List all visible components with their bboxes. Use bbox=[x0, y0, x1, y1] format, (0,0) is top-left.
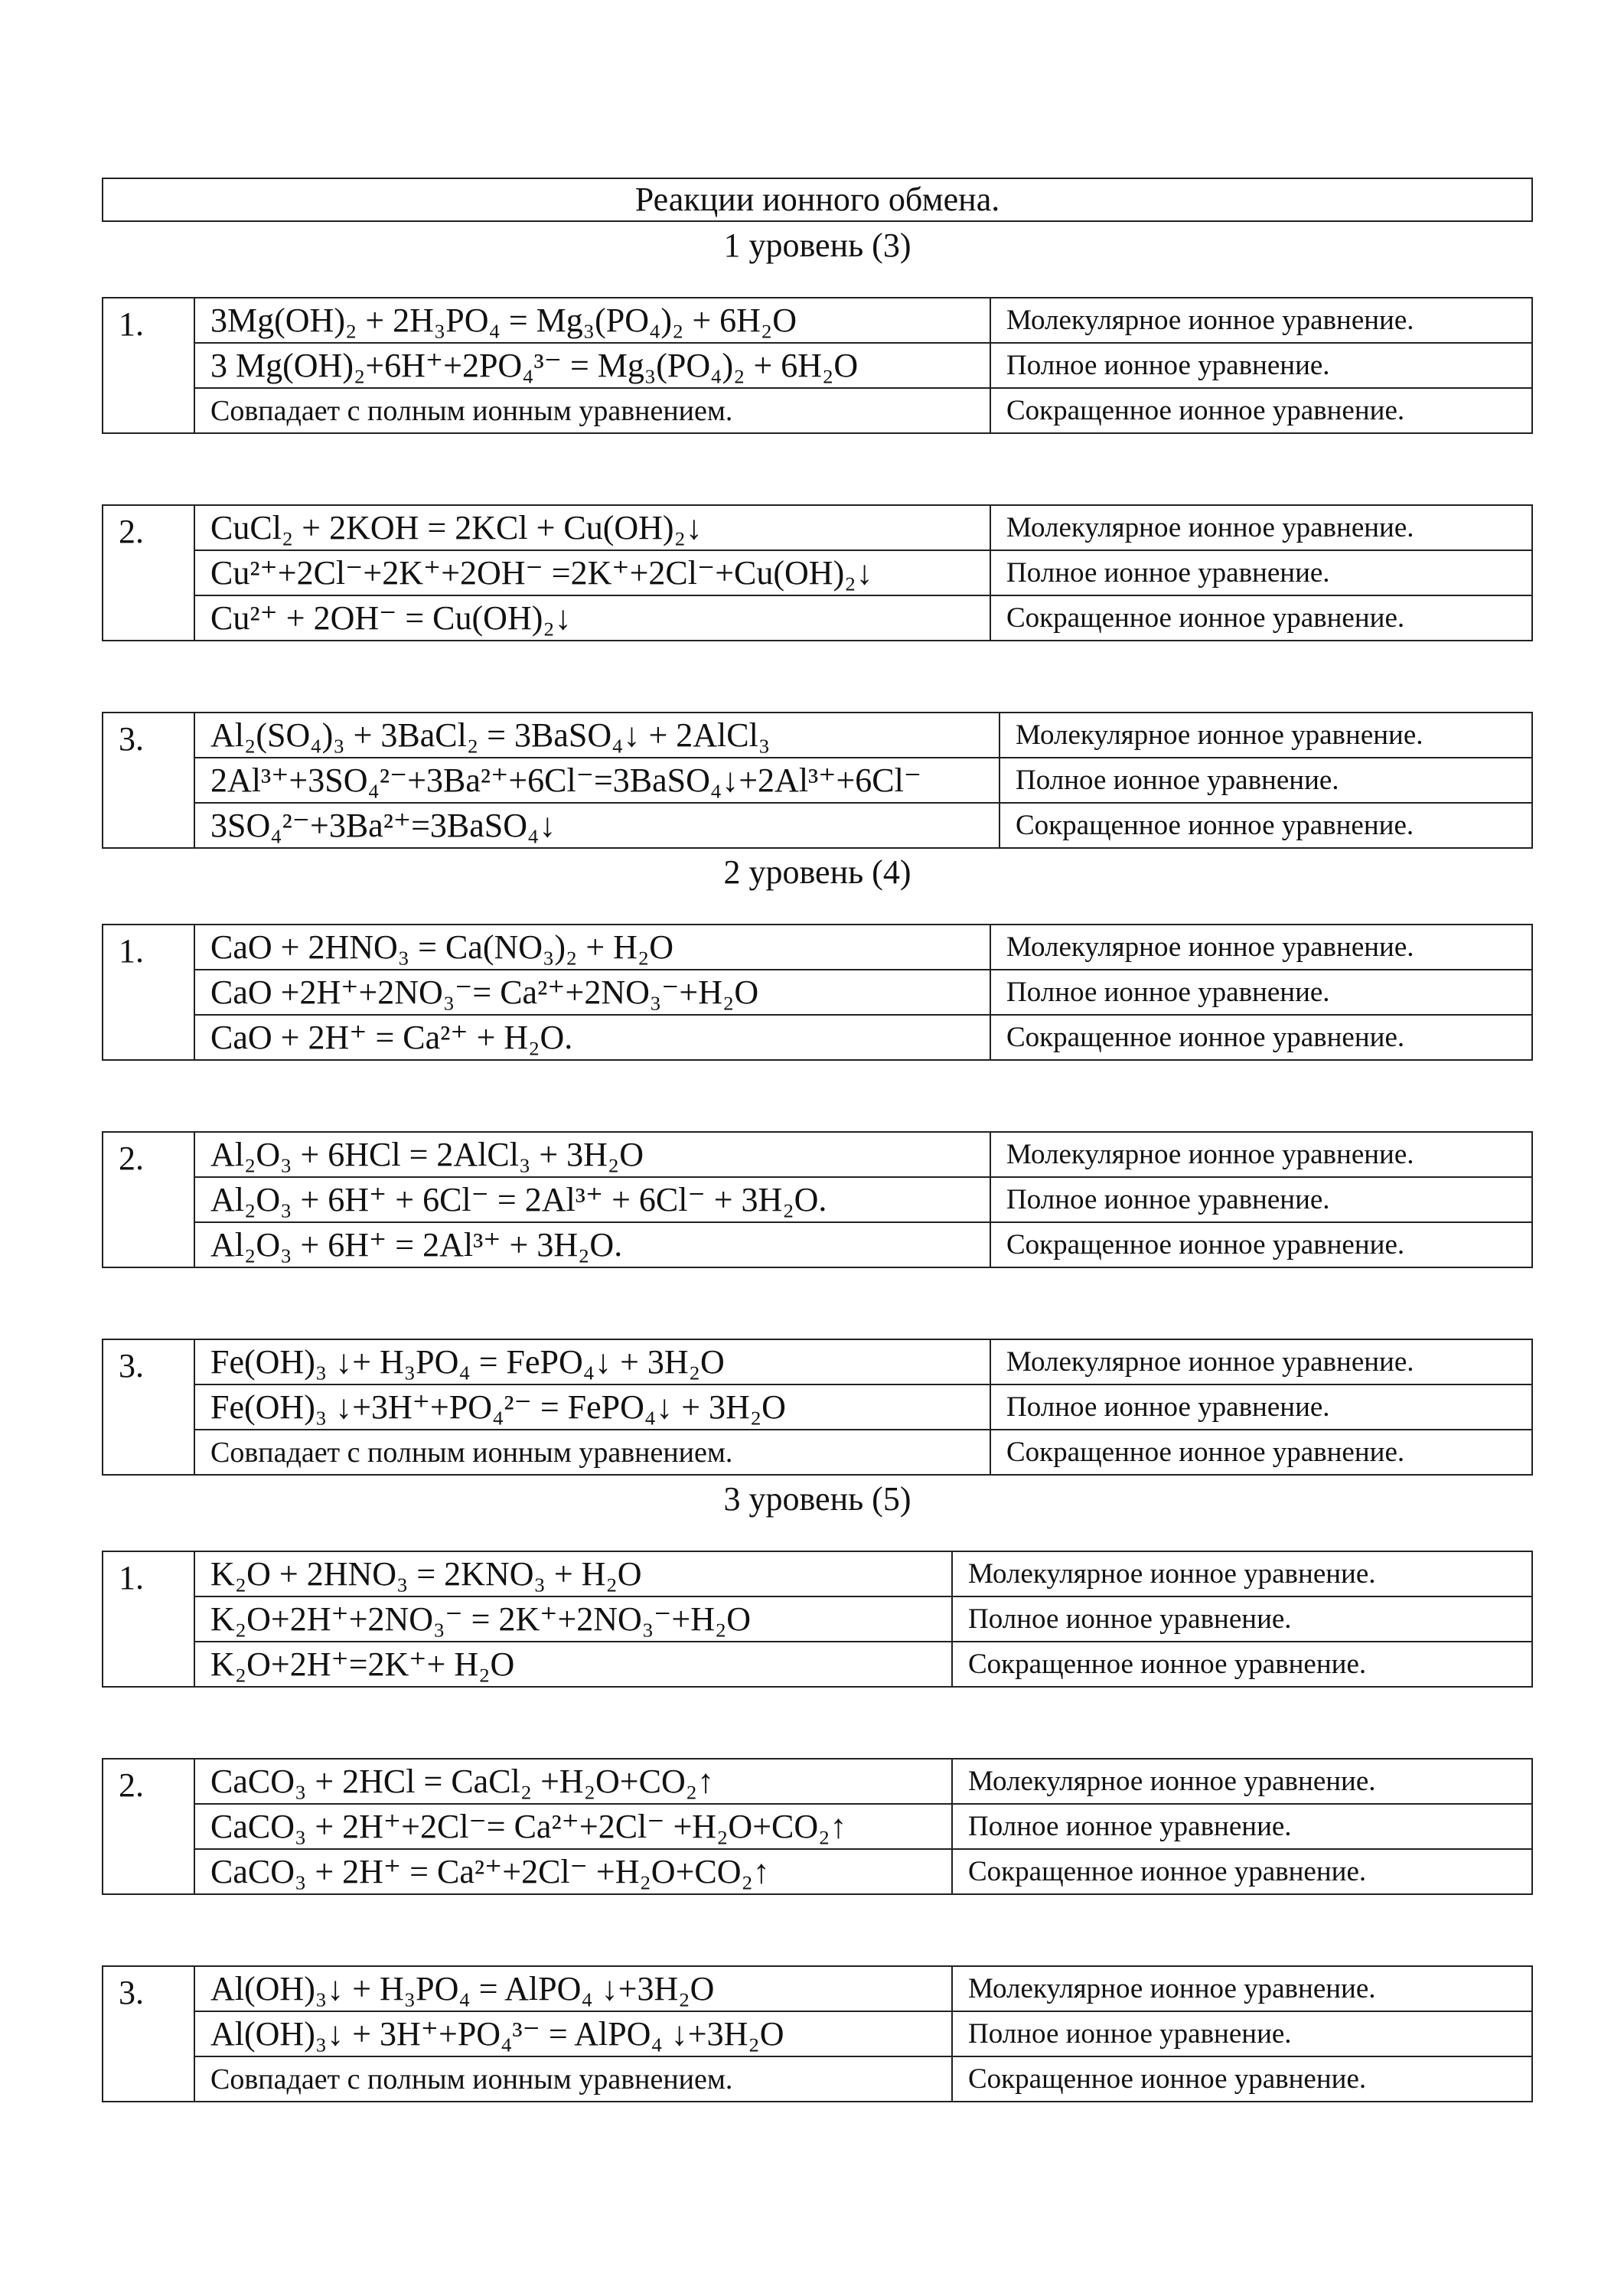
short-label: Сокращенное ионное уравнение. bbox=[952, 1849, 1532, 1894]
reaction-number: 3. bbox=[103, 1339, 194, 1475]
reaction-table bbox=[102, 712, 1533, 849]
reaction-row-short bbox=[103, 1222, 1532, 1267]
molecular-label: Молекулярное ионное уравнение. bbox=[952, 1551, 1532, 1596]
reaction-row-molecular bbox=[103, 1132, 1532, 1177]
reaction-number: 1. bbox=[103, 1551, 194, 1687]
short-ionic-equation: Al₂O₃ + 6H⁺ = 2Al³⁺ + 3H₂O. bbox=[194, 1222, 990, 1267]
short-label: Сокращенное ионное уравнение. bbox=[990, 1015, 1532, 1060]
reaction-table bbox=[102, 1339, 1533, 1476]
short-ionic-equation: CaO + 2H⁺ = Ca²⁺ + H₂O. bbox=[194, 1015, 990, 1060]
full-ionic-equation: K₂O+2H⁺+2NO₃⁻ = 2K⁺+2NO₃⁻+H₂O bbox=[194, 1596, 952, 1642]
reaction-row-molecular bbox=[103, 713, 1532, 758]
reaction-table bbox=[102, 1758, 1533, 1895]
full-label: Полное ионное уравнение. bbox=[952, 1804, 1532, 1849]
level-heading: 3 уровень (5) bbox=[723, 1480, 911, 1518]
reaction-row-full bbox=[103, 2011, 1532, 2056]
molecular-equation: K₂O + 2HNO₃ = 2KNO₃ + H₂O bbox=[194, 1551, 952, 1596]
full-ionic-equation: 3 Mg(OH)₂+6H⁺+2PO₄³⁻ = Mg₃(PO₄)₂ + 6H₂O bbox=[194, 343, 990, 388]
full-label: Полное ионное уравнение. bbox=[952, 2011, 1532, 2056]
short-ionic-equation: 3SO₄²⁻+3Ba²⁺=3BaSO₄↓ bbox=[194, 803, 1000, 848]
reaction-row-short bbox=[103, 595, 1532, 641]
reaction-row-full bbox=[103, 1596, 1532, 1642]
molecular-label: Молекулярное ионное уравнение. bbox=[952, 1759, 1532, 1804]
molecular-label: Молекулярное ионное уравнение. bbox=[990, 925, 1532, 970]
short-label: Сокращенное ионное уравнение. bbox=[990, 1222, 1532, 1267]
reaction-row-full bbox=[103, 343, 1532, 388]
reaction-row-short bbox=[103, 388, 1532, 433]
short-ionic-equation: CaCO₃ + 2H⁺ = Ca²⁺+2Cl⁻ +H₂O+CO₂↑ bbox=[194, 1849, 952, 1894]
molecular-label: Молекулярное ионное уравнение. bbox=[990, 298, 1532, 343]
full-label: Полное ионное уравнение. bbox=[990, 1177, 1532, 1222]
document-page bbox=[102, 178, 1533, 2102]
reaction-row-full bbox=[103, 550, 1532, 595]
short-label: Сокращенное ионное уравнение. bbox=[952, 2056, 1532, 2102]
full-label: Полное ионное уравнение. bbox=[990, 343, 1532, 388]
reaction-row-short bbox=[103, 2056, 1532, 2102]
reaction-row-short bbox=[103, 1015, 1532, 1060]
short-label: Сокращенное ионное уравнение. bbox=[990, 595, 1532, 641]
reaction-row-molecular bbox=[103, 1759, 1532, 1804]
full-label: Полное ионное уравнение. bbox=[990, 970, 1532, 1015]
reaction-row-molecular bbox=[103, 505, 1532, 550]
short-label: Сокращенное ионное уравнение. bbox=[990, 1430, 1532, 1475]
reaction-row-full bbox=[103, 1177, 1532, 1222]
reaction-table bbox=[102, 1551, 1533, 1688]
full-label: Полное ионное уравнение. bbox=[990, 550, 1532, 595]
full-ionic-equation: CaCO₃ + 2H⁺+2Cl⁻= Ca²⁺+2Cl⁻ +H₂O+CO₂↑ bbox=[194, 1804, 952, 1849]
molecular-equation: Al(OH)₃↓ + H₃PO₄ = AlPO₄ ↓+3H₂O bbox=[194, 1966, 952, 2011]
reaction-row-molecular bbox=[103, 925, 1532, 970]
molecular-label: Молекулярное ионное уравнение. bbox=[1000, 713, 1532, 758]
short-ionic-equation: K₂O+2H⁺=2K⁺+ H₂O bbox=[194, 1642, 952, 1687]
full-ionic-equation: 2Al³⁺+3SO₄²⁻+3Ba²⁺+6Cl⁻=3BaSO₄↓+2Al³⁺+6Cl⁻ bbox=[194, 758, 1000, 803]
full-ionic-equation: Cu²⁺+2Cl⁻+2K⁺+2OH⁻ =2K⁺+2Cl⁻+Cu(OH)₂↓ bbox=[194, 550, 990, 595]
reaction-row-short bbox=[103, 1430, 1532, 1475]
full-ionic-equation: CaO +2H⁺+2NO₃⁻= Ca²⁺+2NO₃⁻+H₂O bbox=[194, 970, 990, 1015]
reaction-row-full bbox=[103, 970, 1532, 1015]
short-ionic-equation: Cu²⁺ + 2OH⁻ = Cu(OH)₂↓ bbox=[194, 595, 990, 641]
reaction-row-molecular bbox=[103, 1966, 1532, 2011]
reaction-row-short bbox=[103, 1642, 1532, 1687]
reaction-table bbox=[102, 924, 1533, 1061]
reaction-number: 1. bbox=[103, 298, 194, 433]
title-text: Реакции ионного обмена. bbox=[634, 181, 1000, 218]
full-ionic-equation: Fe(OH)₃ ↓+3H⁺+PO₄²⁻ = FePO₄↓ + 3H₂O bbox=[194, 1384, 990, 1430]
level-heading: 1 уровень (3) bbox=[723, 227, 911, 264]
reaction-number: 2. bbox=[103, 1132, 194, 1267]
level-heading: 2 уровень (4) bbox=[723, 853, 911, 891]
reaction-row-full bbox=[103, 758, 1532, 803]
reaction-row-full bbox=[103, 1384, 1532, 1430]
reaction-row-full bbox=[103, 1804, 1532, 1849]
short-label: Сокращенное ионное уравнение. bbox=[952, 1642, 1532, 1687]
document-title bbox=[102, 178, 1533, 222]
molecular-equation: Al₂O₃ + 6HCl = 2AlCl₃ + 3H₂O bbox=[194, 1132, 990, 1177]
molecular-equation: CaO + 2HNO₃ = Ca(NO₃)₂ + H₂O bbox=[194, 925, 990, 970]
short-ionic-equation: Совпадает с полным ионным уравнением. bbox=[194, 2056, 952, 2102]
reaction-table bbox=[102, 504, 1533, 641]
short-ionic-equation: Совпадает с полным ионным уравнением. bbox=[194, 388, 990, 433]
reaction-table bbox=[102, 1131, 1533, 1268]
reaction-row-molecular bbox=[103, 1551, 1532, 1596]
reaction-number: 2. bbox=[103, 505, 194, 641]
reaction-table bbox=[102, 297, 1533, 434]
reaction-table bbox=[102, 1965, 1533, 2102]
reaction-number: 1. bbox=[103, 925, 194, 1060]
molecular-label: Молекулярное ионное уравнение. bbox=[952, 1966, 1532, 2011]
molecular-equation: CaCO₃ + 2HCl = CaCl₂ +H₂O+CO₂↑ bbox=[194, 1759, 952, 1804]
reaction-number: 3. bbox=[103, 713, 194, 848]
full-label: Полное ионное уравнение. bbox=[1000, 758, 1532, 803]
reaction-row-molecular bbox=[103, 298, 1532, 343]
molecular-label: Молекулярное ионное уравнение. bbox=[990, 1132, 1532, 1177]
reaction-row-short bbox=[103, 803, 1532, 848]
reaction-number: 2. bbox=[103, 1759, 194, 1894]
full-ionic-equation: Al₂O₃ + 6H⁺ + 6Cl⁻ = 2Al³⁺ + 6Cl⁻ + 3H₂O. bbox=[194, 1177, 990, 1222]
short-ionic-equation: Совпадает с полным ионным уравнением. bbox=[194, 1430, 990, 1475]
full-ionic-equation: Al(OH)₃↓ + 3H⁺+PO₄³⁻ = AlPO₄ ↓+3H₂O bbox=[194, 2011, 952, 2056]
full-label: Полное ионное уравнение. bbox=[990, 1384, 1532, 1430]
molecular-label: Молекулярное ионное уравнение. bbox=[990, 505, 1532, 550]
molecular-label: Молекулярное ионное уравнение. bbox=[990, 1339, 1532, 1384]
molecular-equation: CuCl₂ + 2KOH = 2KCl + Cu(OH)₂↓ bbox=[194, 505, 990, 550]
molecular-equation: Al₂(SO₄)₃ + 3BaCl₂ = 3BaSO₄↓ + 2AlCl₃ bbox=[194, 713, 1000, 758]
reaction-number: 3. bbox=[103, 1966, 194, 2102]
short-label: Сокращенное ионное уравнение. bbox=[1000, 803, 1532, 848]
reaction-row-short bbox=[103, 1849, 1532, 1894]
full-label: Полное ионное уравнение. bbox=[952, 1596, 1532, 1642]
molecular-equation: 3Mg(OH)₂ + 2H₃PO₄ = Mg₃(PO₄)₂ + 6H₂O bbox=[194, 298, 990, 343]
reaction-row-molecular bbox=[103, 1339, 1532, 1384]
molecular-equation: Fe(OH)₃ ↓+ H₃PO₄ = FePO₄↓ + 3H₂O bbox=[194, 1339, 990, 1384]
short-label: Сокращенное ионное уравнение. bbox=[990, 388, 1532, 433]
